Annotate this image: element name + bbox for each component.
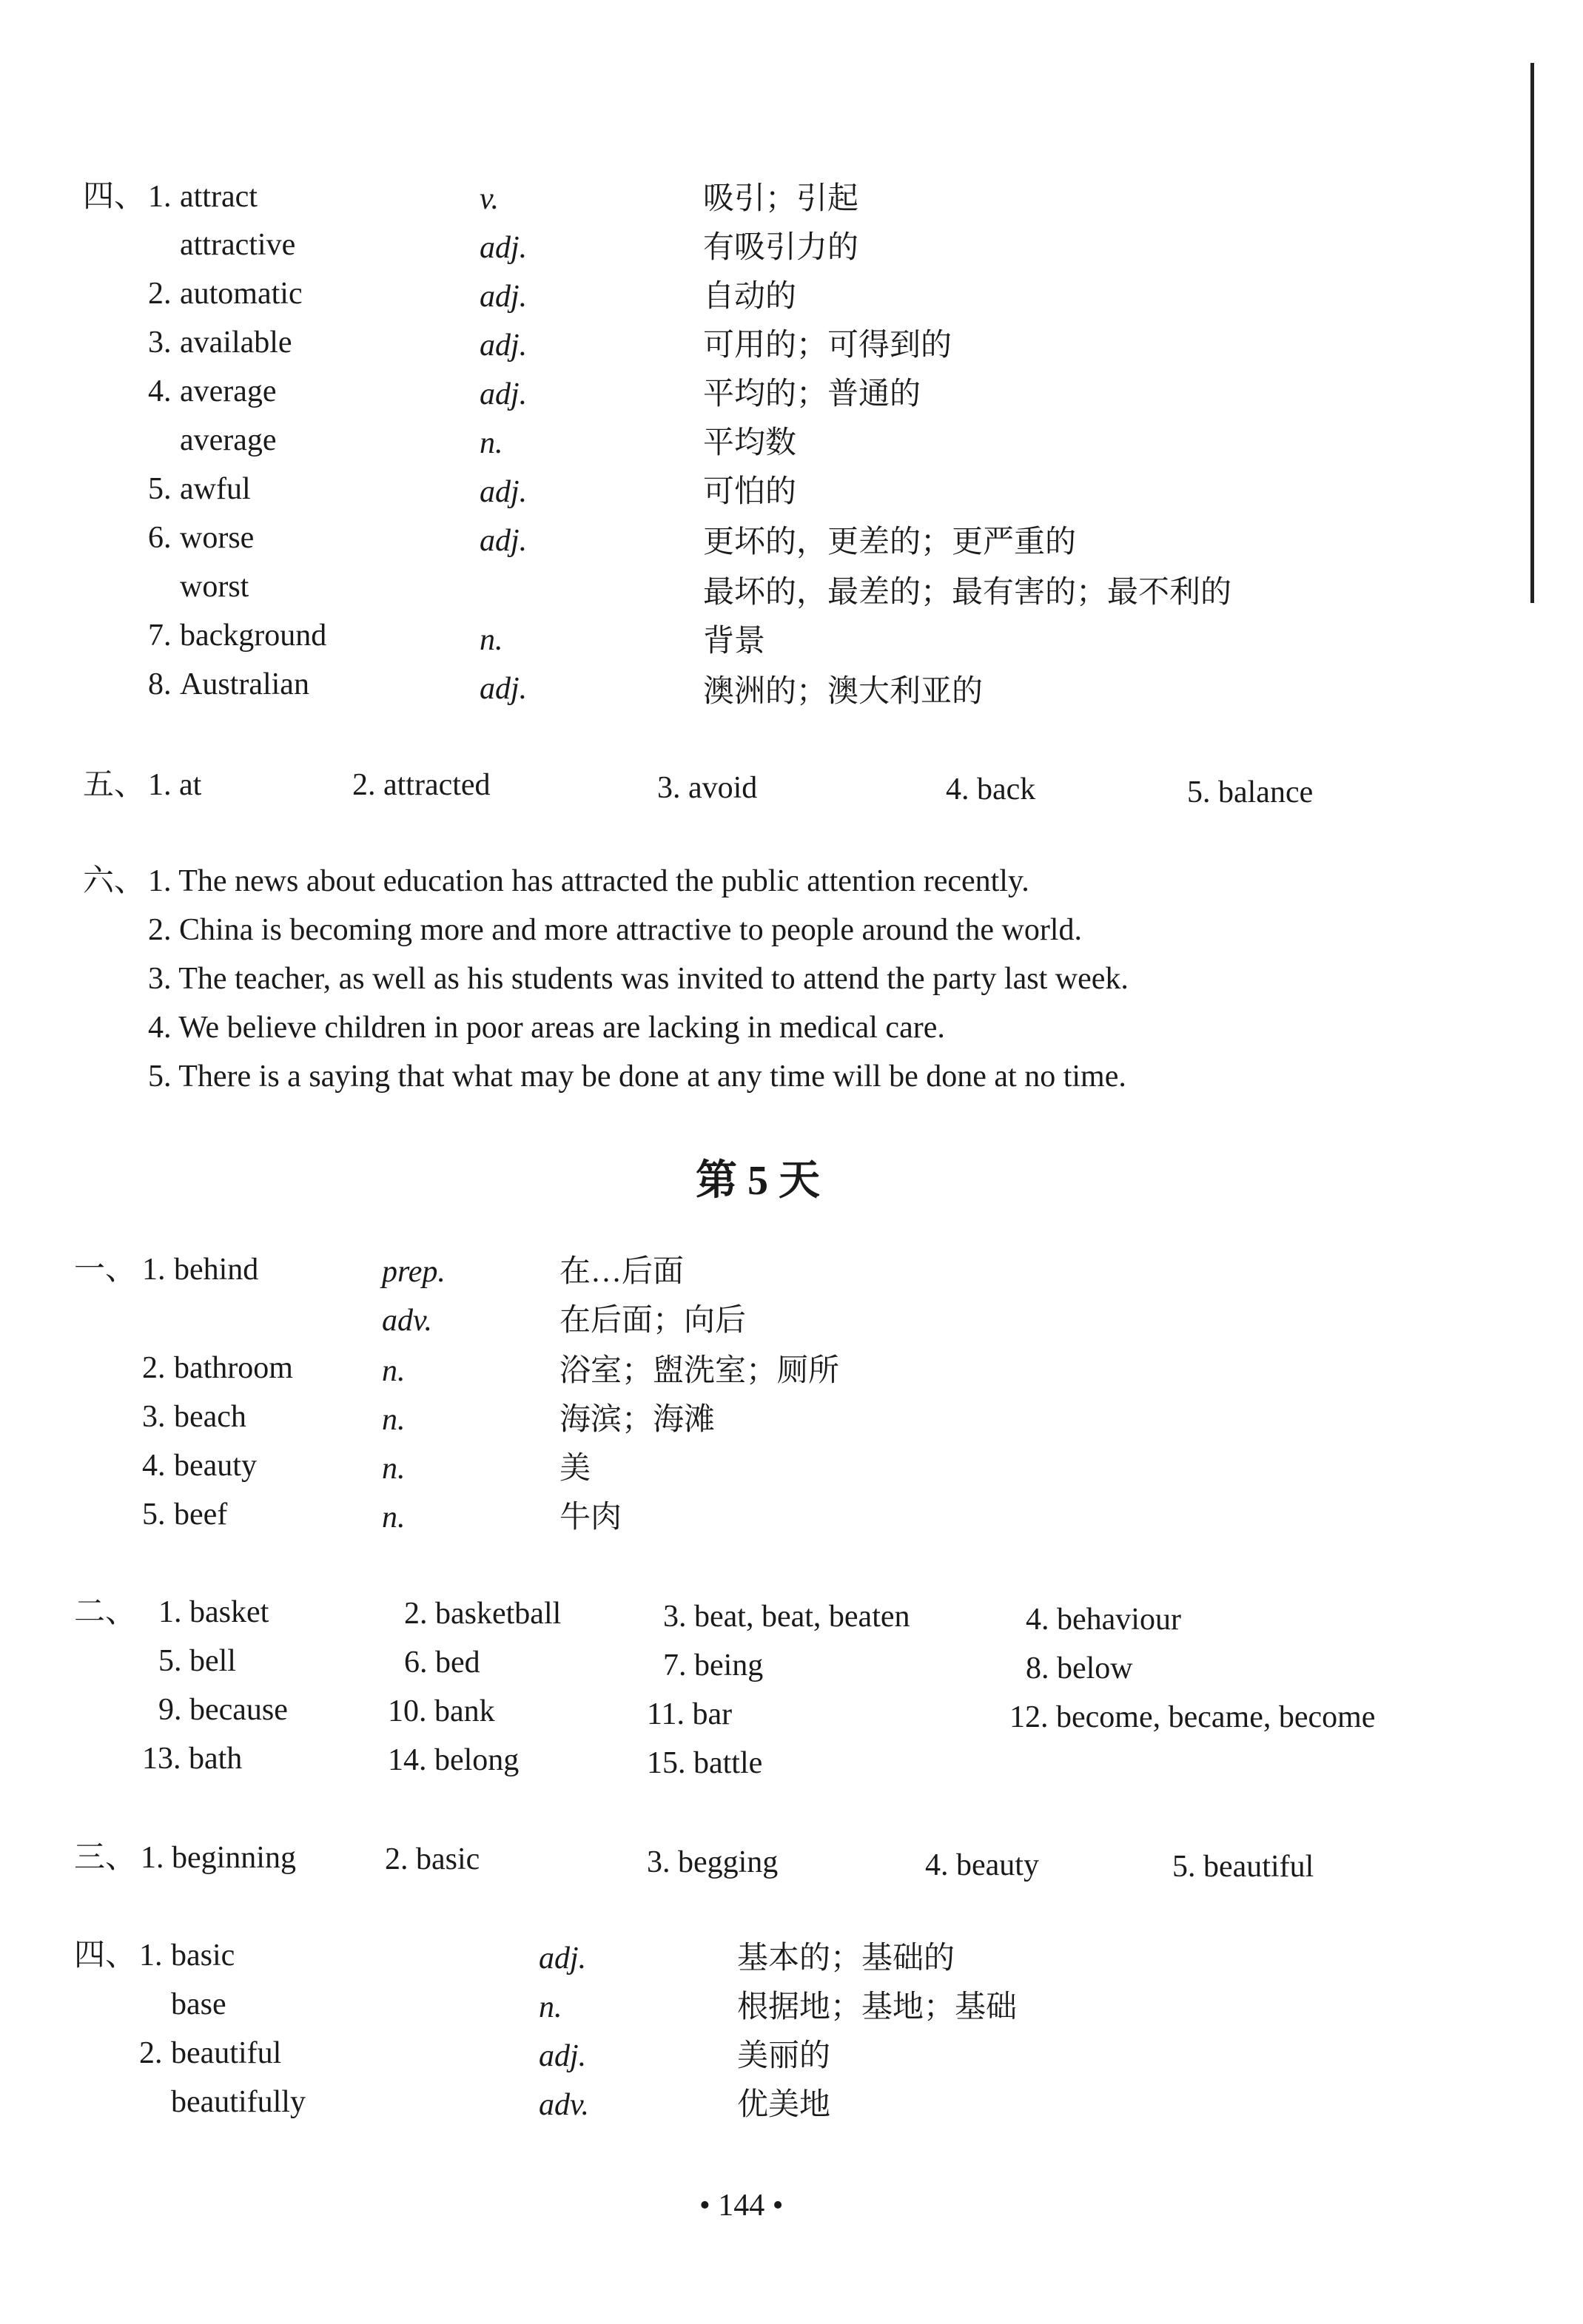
meaning: 有吸引力的	[703, 231, 859, 265]
section-label: 四、	[83, 180, 146, 214]
part-of-speech: adj.	[480, 280, 528, 314]
grid-answer: 14. belong	[388, 1743, 520, 1777]
meaning: 美丽的	[737, 2039, 831, 2073]
part-of-speech: adv.	[382, 1304, 433, 1338]
item-number: 5.	[142, 1498, 166, 1532]
sentence-answer: 1. The news about education has attracted the public attention recently.	[148, 864, 1029, 898]
vocab-word: automatic	[180, 277, 303, 311]
meaning: 更坏的，更差的；更严重的	[703, 525, 1077, 559]
grid-answer: 5. bell	[158, 1644, 236, 1678]
item-number: 2.	[148, 277, 172, 311]
vocab-word: background	[180, 619, 327, 653]
fill-answer: 5. beautiful	[1172, 1850, 1314, 1884]
fill-answer: 2. attracted	[352, 768, 491, 802]
vocab-word: attract	[180, 180, 258, 214]
fill-answer: 4. back	[946, 772, 1036, 806]
meaning: 可怕的	[703, 475, 797, 509]
sentence-answer: 2. China is becoming more and more attractive to people around the world.	[148, 913, 1082, 947]
meaning: 自动的	[703, 280, 797, 314]
part-of-speech: n.	[480, 623, 503, 657]
grid-answer: 10. bank	[388, 1694, 495, 1728]
part-of-speech: adj.	[480, 329, 528, 363]
grid-answer: 6. bed	[404, 1646, 480, 1680]
fill-answer: 4. beauty	[925, 1848, 1039, 1882]
part-of-speech: adj.	[539, 1941, 587, 1976]
grid-answer: 11. bar	[647, 1697, 733, 1731]
vocab-word: available	[180, 326, 292, 360]
vocab-word: behind	[174, 1253, 259, 1287]
item-number: 4.	[142, 1449, 166, 1483]
part-of-speech: adj.	[480, 377, 528, 411]
meaning: 在…后面	[559, 1255, 685, 1289]
part-of-speech: n.	[480, 426, 503, 460]
section-label: 一、	[74, 1253, 137, 1287]
grid-answer: 9. because	[158, 1693, 288, 1727]
meaning: 牛肉	[559, 1501, 622, 1535]
meaning: 海滨；海滩	[559, 1403, 716, 1437]
meaning: 吸引；引起	[703, 182, 859, 216]
vocab-word: base	[171, 1987, 226, 2021]
grid-answer: 2. basketball	[404, 1597, 562, 1631]
item-number: 7.	[148, 619, 172, 653]
grid-answer: 13. bath	[142, 1742, 243, 1776]
vocab-word: worse	[180, 521, 255, 555]
meaning: 优美地	[737, 2088, 831, 2122]
vocab-word: attractive	[180, 228, 296, 262]
item-number: 8.	[148, 667, 172, 701]
part-of-speech: n.	[382, 1403, 406, 1437]
part-of-speech: prep.	[382, 1255, 446, 1289]
day-title: 第 5 天	[696, 1158, 820, 1204]
meaning: 基本的；基础的	[737, 1941, 955, 1976]
vocab-word: beauty	[174, 1449, 257, 1483]
item-number: 3.	[148, 326, 172, 360]
item-number: 1.	[142, 1253, 166, 1287]
part-of-speech: n.	[382, 1501, 406, 1535]
grid-answer: 1. basket	[158, 1595, 269, 1629]
part-of-speech: adj.	[480, 524, 528, 558]
vocab-word: average	[180, 374, 277, 408]
page-number: • 144 •	[699, 2189, 784, 2223]
grid-answer: 12. become, became, become	[1009, 1700, 1376, 1734]
vocab-word: average	[180, 423, 277, 457]
section-label: 五、	[83, 768, 146, 802]
section-label: 三、	[74, 1841, 137, 1875]
grid-answer: 15. battle	[647, 1746, 763, 1780]
item-number: 1.	[139, 1939, 163, 1973]
fill-answer: 3. begging	[647, 1845, 779, 1879]
sentence-answer: 3. The teacher, as well as his students was invited to attend the party last week.	[148, 962, 1129, 996]
fill-answer: 2. basic	[385, 1842, 480, 1876]
meaning: 平均的；普通的	[703, 377, 921, 411]
section-label: 四、	[74, 1939, 137, 1973]
item-number: 4.	[148, 374, 172, 408]
meaning: 背景	[703, 624, 766, 659]
sentence-answer: 5. There is a saying that what may be done at any time will be done at no time.	[148, 1060, 1126, 1094]
grid-answer: 3. beat, beat, beaten	[663, 1600, 910, 1634]
meaning: 最坏的，最差的；最有害的；最不利的	[703, 576, 1232, 610]
part-of-speech: n.	[382, 1354, 406, 1388]
item-number: 5.	[148, 472, 172, 506]
item-number: 1.	[148, 180, 172, 214]
section-label: 六、	[83, 864, 146, 898]
fill-answer: 1. at	[148, 768, 202, 802]
meaning: 平均数	[703, 426, 797, 460]
part-of-speech: v.	[480, 182, 500, 216]
item-number: 2.	[139, 2036, 163, 2070]
meaning: 可用的；可得到的	[703, 329, 952, 363]
section-label: 二、	[74, 1595, 137, 1629]
grid-answer: 4. behaviour	[1026, 1603, 1181, 1637]
vocab-word: awful	[180, 472, 251, 506]
vocab-word: basic	[171, 1939, 235, 1973]
vocab-word: worst	[180, 570, 249, 604]
vocab-word: bathroom	[174, 1351, 293, 1385]
item-number: 3.	[142, 1400, 166, 1434]
meaning: 澳洲的；澳大利亚的	[703, 675, 984, 709]
part-of-speech: n.	[382, 1452, 406, 1486]
sentence-answer: 4. We believe children in poor areas are lacking in medical care.	[148, 1011, 945, 1045]
vocab-word: beef	[174, 1498, 228, 1532]
scan-edge-line	[1530, 63, 1534, 603]
fill-answer: 1. beginning	[141, 1841, 296, 1875]
vocab-word: beautifully	[171, 2085, 306, 2119]
vocab-word: Australian	[180, 667, 309, 701]
meaning: 在后面；向后	[559, 1304, 747, 1338]
part-of-speech: n.	[539, 1990, 562, 2024]
item-number: 6.	[148, 521, 172, 555]
grid-answer: 7. being	[663, 1648, 764, 1683]
part-of-speech: adj.	[480, 475, 528, 509]
grid-answer: 8. below	[1026, 1651, 1133, 1685]
fill-answer: 5. balance	[1187, 775, 1314, 809]
vocab-word: beautiful	[171, 2036, 282, 2070]
part-of-speech: adj.	[480, 231, 528, 265]
vocab-word: beach	[174, 1400, 246, 1434]
part-of-speech: adj.	[539, 2039, 587, 2073]
fill-answer: 3. avoid	[657, 771, 758, 805]
meaning: 美	[559, 1452, 591, 1486]
item-number: 2.	[142, 1351, 166, 1385]
part-of-speech: adj.	[480, 672, 528, 706]
meaning: 根据地；基地；基础	[737, 1990, 1018, 2024]
meaning: 浴室；盥洗室；厕所	[559, 1354, 840, 1388]
part-of-speech: adv.	[539, 2088, 590, 2122]
